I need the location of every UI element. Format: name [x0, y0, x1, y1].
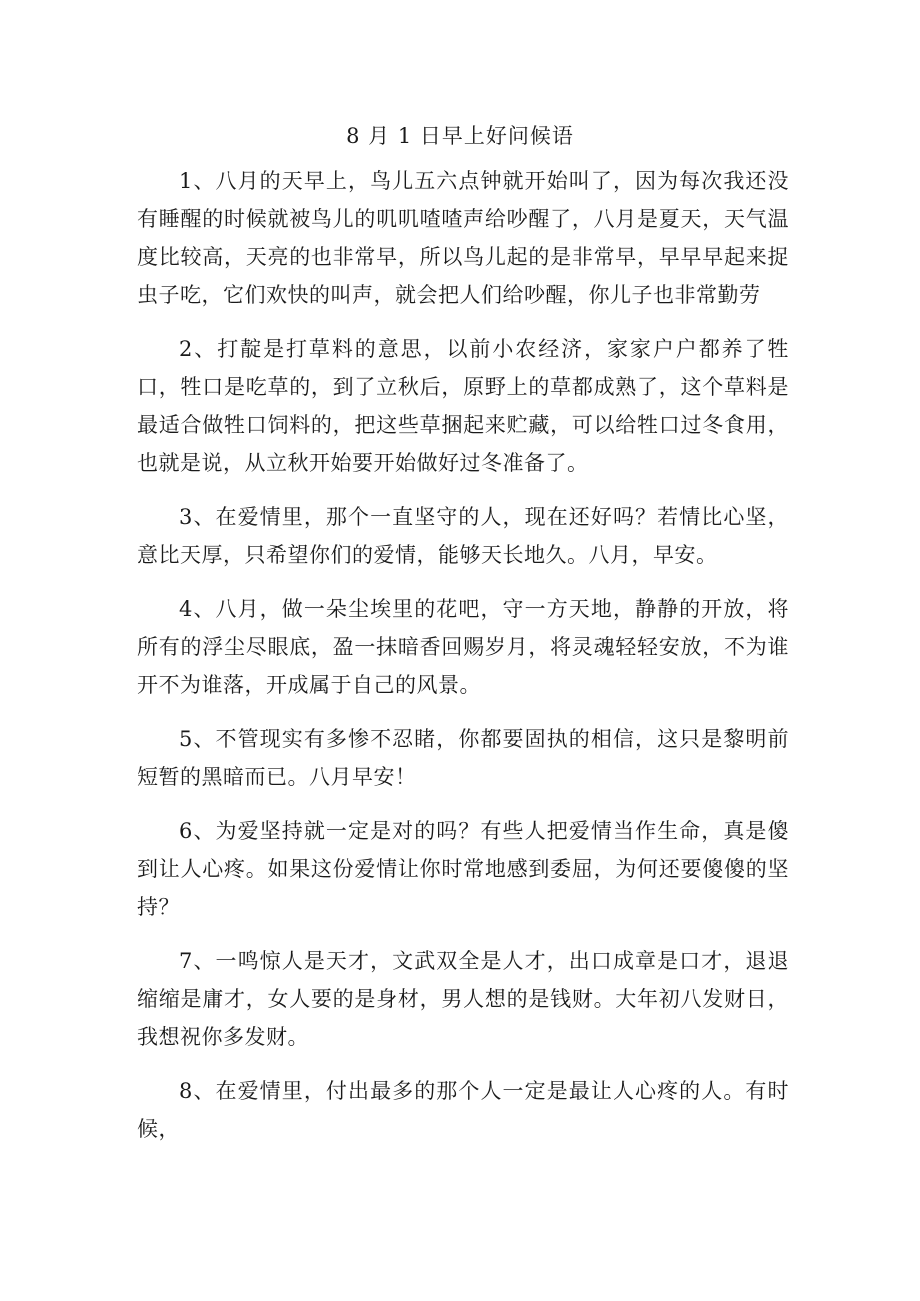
paragraph-5: 5、不管现实有多惨不忍睹，你都要固执的相信，这只是黎明前短暂的黑暗而已。八月早安！	[137, 727, 789, 789]
paragraph-1: 1、八月的天早上，鸟儿五六点钟就开始叫了，因为每次我还没有睡醒的时候就被鸟儿的叽叽喳喳声给吵醒了，八月是夏天，天气温度比较高，天亮的也非常早，所以鸟儿起的是非常早，早早早起来捉虫子吃，它们欢快的叫声，就会把人们给吵醒，你儿子也非常勤劳	[137, 169, 789, 307]
document-title: 8 月 1 日早上好问候语	[346, 124, 574, 148]
paragraph-2: 2、打靛是打草料的意思，以前小农经济，家家户户都养了牲口，牲口是吃草的，到了立秋后，原野上的草都成熟了，这个草料是最适合做牲口饲料的，把这些草捆起来贮藏，可以给牲口过冬食用，也就是说，从立秋开始要开始做好过冬准备了。	[137, 337, 789, 475]
document-body	[137, 162, 789, 1148]
paragraph-6: 6、为爱坚持就一定是对的吗？有些人把爱情当作生命，真是傻到让人心疼。如果这份爱情让你时常地感到委屈，为何还要傻傻的坚持？	[137, 819, 789, 919]
paragraph-3: 3、在爱情里，那个一直坚守的人，现在还好吗？若情比心坚，意比天厚，只希望你们的爱情，能够天长地久。八月，早安。	[137, 505, 789, 567]
paragraph-8: 8、在爱情里，付出最多的那个人一定是最让人心疼的人。有时候，	[137, 1079, 789, 1141]
paragraph-7: 7、一鸣惊人是天才，文武双全是人才，出口成章是口才，退退缩缩是庸才，女人要的是身材，男人想的是钱财。大年初八发财日，我想祝你多发财。	[137, 949, 789, 1049]
paragraph-4: 4、八月，做一朵尘埃里的花吧，守一方天地，静静的开放，将所有的浮尘尽眼底，盈一抹暗香回赐岁月，将灵魂轻轻安放，不为谁开不为谁落，开成属于自己的风景。	[137, 597, 789, 697]
